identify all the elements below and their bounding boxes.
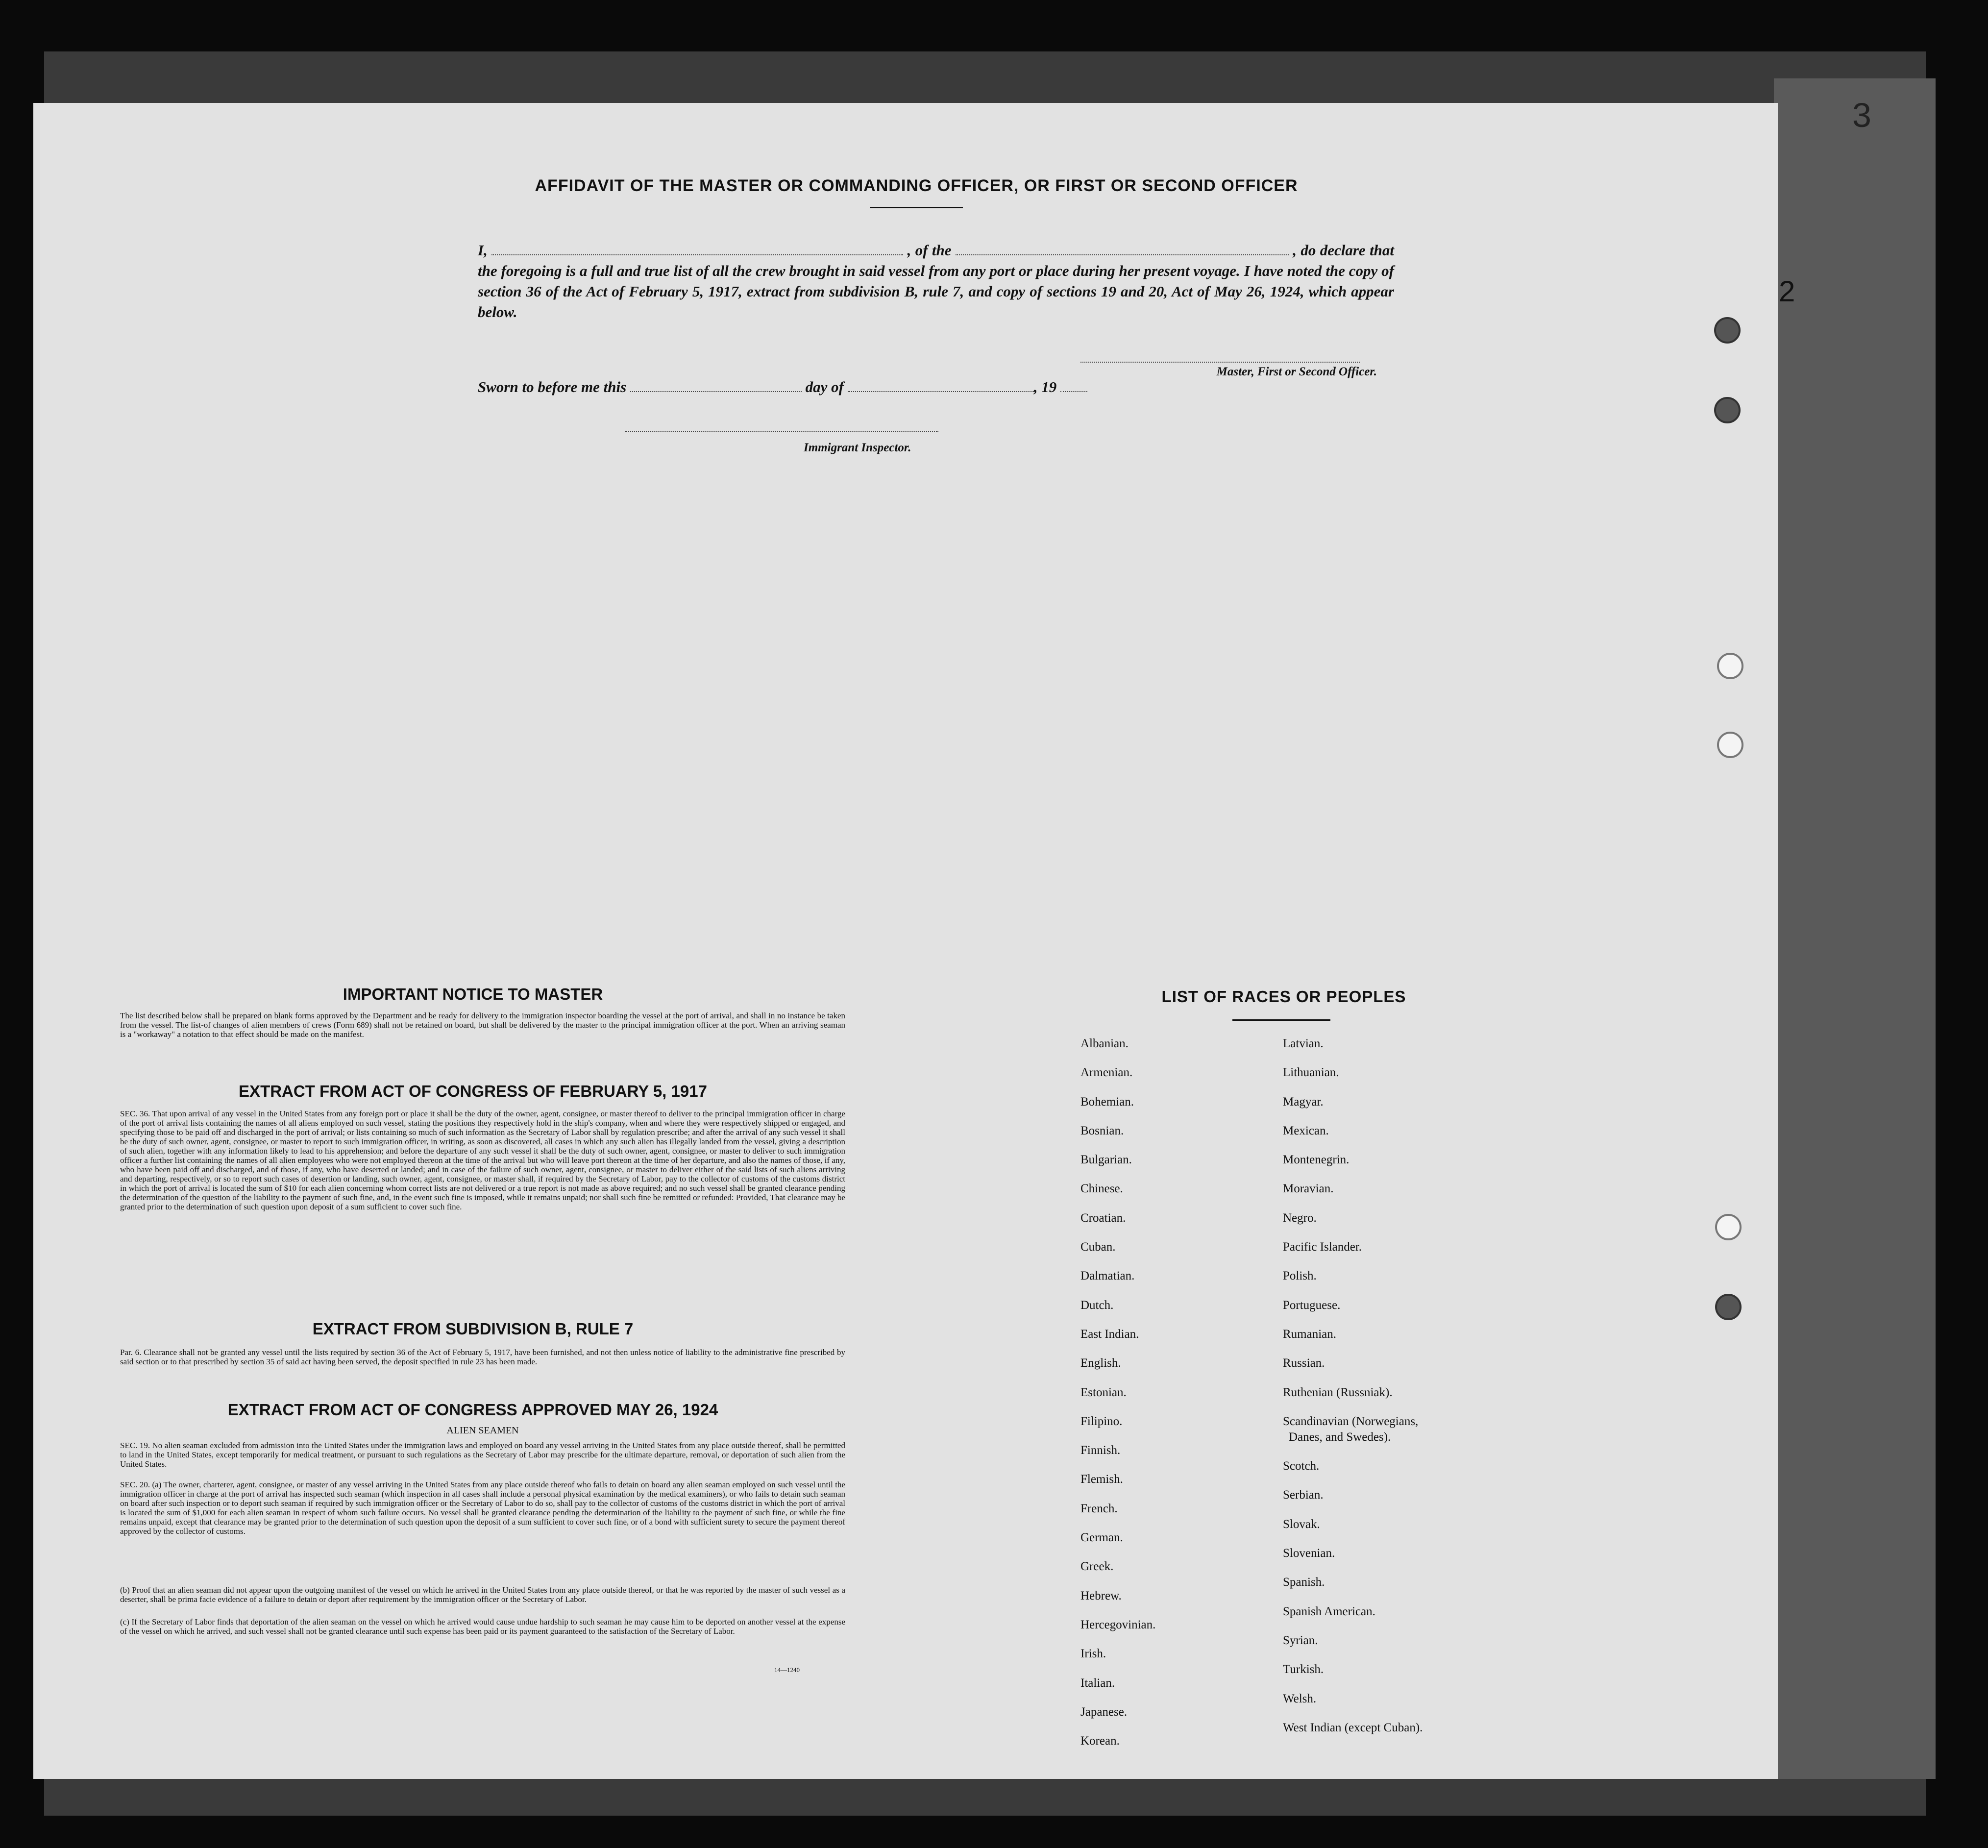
race-item: Finnish.	[1080, 1444, 1121, 1457]
race-item: French.	[1080, 1502, 1118, 1515]
name-blank[interactable]	[491, 241, 903, 255]
extract-1924-sec20a: SEC. 20. (a) The owner, charterer, agent, consignee, or master of any vessel arriving in the United States from any place outside thereof who fails to detain on board any alien seaman employed on such vessel until the immigration officer in charge at the port of arrival has inspected such seaman (which inspection in all cases shall include a personal physical examination by the medical examiners), or who fails to detain such seaman on board after such inspection or to deport such seaman if required by such immigration officer or the Secretary of Labor to do so, shall pay to the collector of customs of the customs district in which the port of arrival is located the sum of $1,000 for each alien seaman in respect of whom such failure occurs. No vessel shall be granted clearance pending the determination of the liability to the payment of such fine, or while the fine remains unpaid, except that clearance may be granted prior to the determination of such question upon the deposit of a sum sufficient to cover such fine, or of a bond with sufficient surety to secure the payment thereof approved by the collector of customs.	[120, 1480, 845, 1536]
sworn-year-prefix: , 19	[1033, 378, 1057, 395]
extract-1917-title: EXTRACT FROM ACT OF CONGRESS OF FEBRUARY 5, 1917	[239, 1082, 707, 1100]
race-item: Mexican.	[1283, 1124, 1329, 1137]
race-item: Lithuanian.	[1283, 1066, 1339, 1080]
race-item: Slovenian.	[1283, 1547, 1335, 1560]
race-item: Estonian.	[1080, 1385, 1127, 1399]
affidavit-do-declare: , do declare	[1293, 242, 1366, 259]
sworn-month-blank[interactable]	[848, 377, 1034, 392]
race-item: Spanish.	[1283, 1576, 1325, 1589]
race-item: West Indian (except Cuban).	[1283, 1721, 1423, 1734]
race-item: Latvian.	[1283, 1037, 1324, 1050]
race-item: Spanish American.	[1283, 1604, 1375, 1618]
affidavit-body	[478, 240, 1394, 322]
race-item: Magyar.	[1283, 1095, 1324, 1109]
races-left-column	[1080, 1036, 1155, 1763]
race-item: Scotch.	[1283, 1459, 1320, 1473]
sworn-day-blank[interactable]	[630, 377, 802, 392]
extract-1924-subtitle: ALIEN SEAMEN	[446, 1425, 519, 1436]
races-divider	[1232, 1019, 1330, 1021]
extract-1924-sec19: SEC. 19. No alien seaman excluded from admission into the United States under the immigration laws and employed on board any vessel arriving in the United States from any place outside thereof, shall be permitted to land in the United States, except temporarily for medical treatment, or pursuant to such regulations as the Secretary of Labor may prescribe for the ultimate departure, removal, or deportation of such alien from the United States.	[120, 1441, 845, 1469]
race-item: Pacific Islander.	[1283, 1240, 1362, 1254]
race-item: East Indian.	[1080, 1327, 1139, 1341]
race-item: Japanese.	[1080, 1705, 1128, 1719]
notice-body: The list described below shall be prepared on blank forms approved by the Department and be ready for delivery to the immigration inspector boarding the vessel at the port of arrival, and shall in no instance be taken from the vessel. The list-of changes of alien members of crews (Form 689) shall not be retained on board, but shall be delivered by the master to the principal immigration officer at the port. When an arriving seaman is a "workaway" a notation to that effect should be made on the manifest.	[120, 1011, 845, 1039]
race-item: Flemish.	[1080, 1473, 1123, 1486]
race-item: Montenegrin.	[1283, 1153, 1350, 1167]
race-item: Italian.	[1080, 1676, 1115, 1690]
extract-rule7-body: Par. 6. Clearance shall not be granted any vessel until the lists required by section 36 of the Act of February 5, 1917, have been furnished, and not then unless notice of liability to the administrative fine prescribed by said section or to that prescribed by section 35 of said act having been served, the deposit specified in rule 23 has been made.	[120, 1348, 845, 1366]
race-item: Cuban.	[1080, 1240, 1116, 1254]
binder-hole	[1717, 653, 1743, 679]
race-item: Croatian.	[1080, 1211, 1126, 1225]
inspector-signature-line[interactable]	[625, 431, 938, 432]
race-item: Rumanian.	[1283, 1327, 1337, 1341]
form-number: 14—1240	[774, 1666, 800, 1674]
extract-1917-body: SEC. 36. That upon arrival of any vessel in the United States from any foreign port or place it shall be the duty of the owner, agent, consignee, or master thereof to deliver to the principal immigration officer in charge of the port of arrival lists containing the names of all aliens employed on such vessel, stating the positions they respectively hold in the ship's company, when and where they were respectively shipped or engaged, and specifying those to be paid off and discharged in the port of arrival; or lists containing so much of such information as the Secretary of Labor shall by regulation prescribe; and after the arrival of any such vessel it shall be the duty of such owner, agent, consignee, or master to report to such immigration officer, in writing, as soon as discovered, all cases in which any such alien has illegally landed from the vessel, giving a description of such alien, together with any information likely to lead to his apprehension; and before the departure of any such vessel it shall be the duty of such owner, agent, consignee, or master to deliver to such immigration officer a further list containing the names of all alien employees who were not employed thereon at the time of the arrival but who will leave port thereon at the time of her departure, and also the names of those, if any, who have been paid off and discharged, and of those, if any, who have deserted or landed; and in case of the failure of such owner, agent, consignee, or master to deliver either of the said lists of such aliens arriving and departing, respectively, or so to report such cases of desertion or landing, such owner, agent, consignee, or master shall, if required by the Secretary of Labor, pay to the collector of customs of the customs district in which the port of arrival is located the sum of $10 for each alien concerning whom correct lists are not delivered or a true report is not made as above required; and no such vessel shall be granted clearance pending the determination of the question of the liability to the payment of such fine, and, in the event such fine is imposed, while it remains unpaid; nor shall such fine be remitted or refunded: Provided, That clearance may be granted prior to the determination of such question upon deposit of a sum sufficient to cover such fine.	[120, 1109, 845, 1211]
binder-hole	[1715, 1294, 1742, 1320]
race-item: Hebrew.	[1080, 1589, 1122, 1602]
affidavit-of-the: , of the	[907, 242, 952, 259]
binder-hole	[1717, 732, 1743, 758]
race-item: Albanian.	[1080, 1037, 1129, 1050]
back-sheet-edge	[1774, 78, 1936, 1779]
races-right-column	[1283, 1036, 1423, 1749]
affidavit-i-label: I,	[478, 242, 488, 259]
sworn-day-of: day of	[805, 378, 844, 395]
race-item: Greek.	[1080, 1560, 1114, 1574]
race-item: Dutch.	[1080, 1298, 1114, 1312]
notice-title: IMPORTANT NOTICE TO MASTER	[343, 985, 603, 1003]
race-item: Syrian.	[1283, 1633, 1318, 1647]
edge-page-number: 2	[1779, 275, 1795, 308]
race-item: Danes, and Swedes).	[1289, 1430, 1391, 1444]
race-item: Polish.	[1283, 1269, 1317, 1283]
signature-label: Master, First or Second Officer.	[1216, 365, 1377, 378]
race-item: Chinese.	[1080, 1182, 1123, 1196]
race-item: Welsh.	[1283, 1692, 1317, 1705]
binder-hole	[1714, 397, 1741, 423]
race-item: Ruthenian (Russniak).	[1283, 1385, 1393, 1399]
race-item: Bohemian.	[1080, 1095, 1134, 1109]
corner-page-mark: 3	[1852, 96, 1871, 134]
race-item: Dalmatian.	[1080, 1269, 1135, 1283]
sworn-prefix: Sworn to before me this	[478, 378, 627, 395]
title-divider	[870, 207, 963, 208]
extract-1924-sec20b: (b) Proof that an alien seaman did not appear upon the outgoing manifest of the vessel on which he arrived in the United States from any place outside thereof, or that he was reported by the master of such vessel as a deserter, shall be prima facie evidence of a failure to detain or deport after requirement by the immigration officer or the Secretary of Labor.	[120, 1585, 845, 1604]
affidavit-text: that the foregoing is a full and true list of all the crew brought in said vessel from any port or place during her present voyage. I have noted the copy of section 36 of the Act of February 5, 1917, extract from subdivision B, rule 7, and copy of sections 19 and 20, Act of May 26, 1924, which appear below.	[478, 242, 1395, 320]
race-item: Irish.	[1080, 1647, 1106, 1661]
race-item: Negro.	[1283, 1211, 1317, 1225]
races-title: LIST OF RACES OR PEOPLES	[1161, 987, 1406, 1006]
binder-hole	[1714, 317, 1741, 344]
race-item: Filipino.	[1080, 1414, 1123, 1428]
race-item: Slovak.	[1283, 1517, 1320, 1531]
inspector-label: Immigrant Inspector.	[804, 441, 911, 454]
race-item: Korean.	[1080, 1734, 1120, 1748]
race-item: Serbian.	[1283, 1488, 1324, 1502]
race-item: Portuguese.	[1283, 1298, 1341, 1312]
sworn-line	[478, 377, 1087, 396]
race-item: Bosnian.	[1080, 1124, 1124, 1137]
race-item: Moravian.	[1283, 1182, 1334, 1196]
race-item: Bulgarian.	[1080, 1153, 1132, 1167]
race-item: Armenian.	[1080, 1066, 1133, 1080]
signature-line[interactable]	[1080, 362, 1360, 363]
binder-hole	[1715, 1214, 1742, 1240]
race-item: English.	[1080, 1356, 1121, 1370]
extract-1924-title: EXTRACT FROM ACT OF CONGRESS APPROVED MAY 26, 1924	[227, 1401, 718, 1419]
extract-rule7-title: EXTRACT FROM SUBDIVISION B, RULE 7	[312, 1320, 634, 1338]
race-item: Scandinavian (Norwegians,	[1283, 1414, 1419, 1428]
affidavit-title: AFFIDAVIT OF THE MASTER OR COMMANDING OFFICER, OR FIRST OR SECOND OFFICER	[535, 176, 1298, 195]
race-item: German.	[1080, 1531, 1123, 1545]
race-item: Russian.	[1283, 1356, 1325, 1370]
sworn-year-blank[interactable]	[1060, 377, 1087, 392]
vessel-blank[interactable]	[956, 241, 1289, 255]
race-item: Hercegovinian.	[1080, 1618, 1156, 1631]
extract-1924-sec20c: (c) If the Secretary of Labor finds that deportation of the alien seaman on the vessel on which he arrived would cause undue hardship to such seaman he may cause him to be deported on another vessel at the expense of the vessel on which he arrived, and such vessel shall not be granted clearance until such expense has been paid or its payment guaranteed to the satisfaction of the Secretary of Labor.	[120, 1617, 845, 1636]
race-item: Turkish.	[1283, 1663, 1324, 1676]
